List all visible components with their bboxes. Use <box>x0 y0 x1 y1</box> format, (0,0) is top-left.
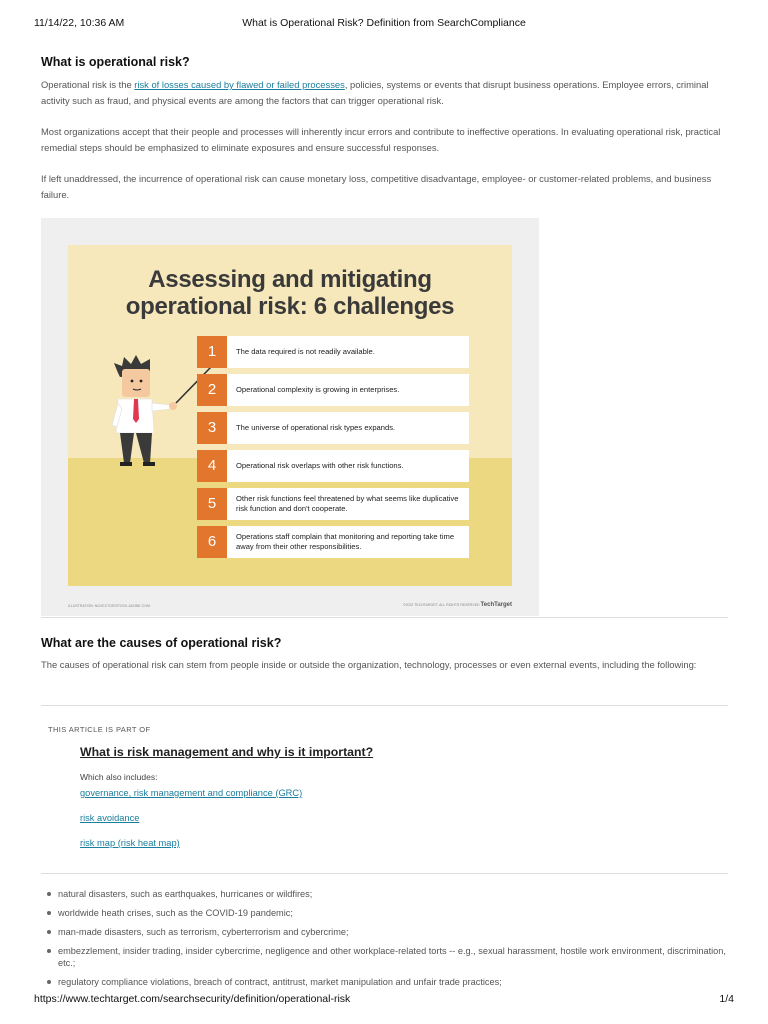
infographic-poster <box>68 245 512 586</box>
challenge-number: 4 <box>197 450 227 482</box>
paragraph-causes-intro: The causes of operational risk can stem from people inside or outside the organization, technology, processes or even external events, including the following: <box>41 659 697 670</box>
causes-list <box>41 888 731 995</box>
also-includes-label: Which also includes: <box>80 772 158 782</box>
challenge-number: 2 <box>197 374 227 406</box>
grc-link[interactable]: governance, risk management and compliance (GRC) <box>80 788 303 798</box>
challenge-item <box>197 450 469 482</box>
section-heading-causes: What are the causes of operational risk? <box>41 636 282 650</box>
print-datetime: 11/14/22, 10:36 AM <box>34 17 125 29</box>
risk-map-link[interactable]: risk map (risk heat map) <box>80 838 180 848</box>
challenge-text: The data required is not readily available. <box>227 336 469 368</box>
paragraph-text: Operational risk is the <box>41 79 135 90</box>
copyright-credit <box>403 602 512 608</box>
print-header <box>34 17 734 31</box>
techtarget-logo: TechTarget <box>480 602 512 608</box>
paragraph-consequences: If left unaddressed, the incurrence of operational risk can cause monetary loss, competitive disadvantage, employee- or customer-related problems, and business failure. <box>41 173 712 200</box>
list-item-text: embezzlement, insider trading, insider cybercrime, negligence and other workplace-related torts -- e.g., sexual harassment, hostile work environment, discrimination, etc.; <box>58 946 726 968</box>
list-item <box>41 926 731 938</box>
challenge-item <box>197 526 469 558</box>
list-item-text: man-made disasters, such as terrorism, cyberterrorism and cybercrime; <box>58 927 349 937</box>
infographic-title-line1: Assessing and mitigating <box>148 266 432 293</box>
risk-of-losses-link[interactable]: risk of losses caused by flawed or failed processes <box>134 79 345 90</box>
challenge-text: Operations staff complain that monitoring and reporting take time away from their other responsibilities. <box>227 526 469 558</box>
paragraph-definition <box>41 77 731 109</box>
illustration-credit: ILLUSTRATION: NGVECTOR/STOCK.ADOBE.COM <box>68 604 150 608</box>
paragraph-text: , policies, systems or events that disrupt business operations. Employee errors, criminal activity such as fraud, and physical events are among the factors that can trigger operational risk. <box>41 79 709 106</box>
risk-avoidance-link[interactable]: risk avoidance <box>80 813 140 823</box>
bullet-icon <box>47 930 51 934</box>
divider <box>41 705 728 706</box>
challenge-number: 1 <box>197 336 227 368</box>
presenter-leg-left <box>120 433 134 463</box>
list-item-text: regulatory compliance violations, breach of contract, antitrust, market manipulation and unfair trade practices; <box>58 977 502 987</box>
infographic-title-line2: operational risk: 6 challenges <box>125 293 455 320</box>
bullet-icon <box>47 980 51 984</box>
risk-management-guide-link[interactable]: What is risk management and why is it important? <box>80 745 374 759</box>
print-page-number: 1/4 <box>719 993 734 1005</box>
paragraph-remedial: Most organizations accept that their people and processes will inherently incur errors and contribute to ineffective operations. In evaluating operational risk, practical remedial steps should be emphasized to eliminate exposures and ensure successful responses. <box>41 126 721 153</box>
challenge-text: The universe of operational risk types expands. <box>227 412 469 444</box>
print-page-title: What is Operational Risk? Definition from SearchCompliance <box>242 17 526 29</box>
challenge-number: 5 <box>197 488 227 520</box>
print-url: https://www.techtarget.com/searchsecurity/definition/operational-risk <box>34 993 351 1005</box>
presenter-tie <box>133 399 139 423</box>
article-part-label: THIS ARTICLE IS PART OF <box>48 725 151 734</box>
infographic-figure <box>41 218 539 616</box>
challenge-number: 3 <box>197 412 227 444</box>
challenge-text: Operational risk overlaps with other risk functions. <box>227 450 469 482</box>
presenter-head <box>122 369 150 397</box>
list-item <box>41 888 731 900</box>
challenge-item <box>197 336 469 368</box>
divider <box>41 873 728 874</box>
print-footer <box>34 993 734 1007</box>
challenge-item <box>197 412 469 444</box>
challenge-item <box>197 488 469 520</box>
presenter-leg-right <box>136 433 152 463</box>
challenge-text: Operational complexity is growing in enterprises. <box>227 374 469 406</box>
divider <box>41 617 728 618</box>
challenge-number: 6 <box>197 526 227 558</box>
list-item <box>41 907 731 919</box>
copyright-text: ©2022 TECHTARGET. ALL RIGHTS RESERVED <box>403 603 480 607</box>
bullet-icon <box>47 892 51 896</box>
list-item-text: natural disasters, such as earthquakes, hurricanes or wildfires; <box>58 889 313 899</box>
section-heading-what-is: What is operational risk? <box>41 55 190 69</box>
list-item-text: worldwide heath crises, such as the COVID-19 pandemic; <box>58 908 293 918</box>
challenge-item <box>197 374 469 406</box>
bullet-icon <box>47 911 51 915</box>
list-item <box>41 976 731 988</box>
challenge-text: Other risk functions feel threatened by what seems like duplicative risk function and don't cooperate. <box>227 488 469 520</box>
bullet-icon <box>47 949 51 953</box>
list-item <box>41 945 731 969</box>
